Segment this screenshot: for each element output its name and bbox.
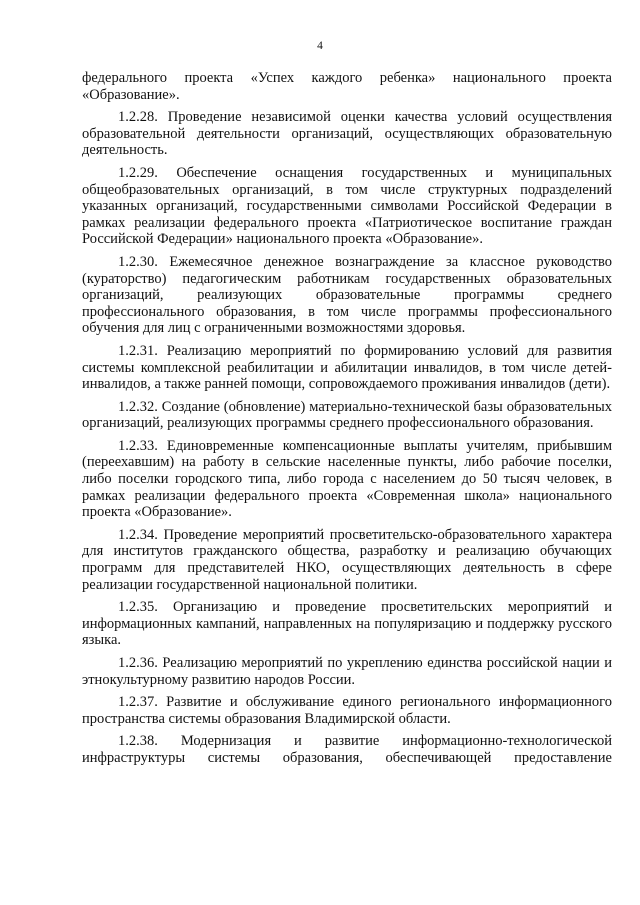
paragraph: 1.2.37. Развитие и обслуживание единого регионального информационного пространства системы образования Владимирской области. — [82, 694, 612, 727]
paragraph: 1.2.33. Единовременные компенсационные выплаты учителям, прибывшим (переехавшим) на работу в сельские населенные пункты, либо рабочие поселки, либо поселки городского типа, либо города с населением до 50 тысяч человек, в рамках реализации федерального проекта «Современная школа» национального проекта «Образование». — [82, 437, 612, 521]
paragraph: 1.2.32. Создание (обновление) материально-технической базы образовательных организаций, реализующих программы среднего профессионального образования. — [82, 398, 612, 432]
page-number: 4 — [317, 40, 323, 52]
paragraph: 1.2.28. Проведение независимой оценки качества условий осуществления образовательной деятельности организаций, осуществляющих образовательную деятельность. — [82, 109, 612, 159]
paragraph: 1.2.30. Ежемесячное денежное вознаграждение за классное руководство (кураторство) педагогическим работникам государственных образовательных организаций, реализующих образовательные программы среднего профессионального образования, в том числе программы профессионального обучения для лиц с ограниченными возможностями здоровья. — [82, 253, 612, 337]
document-body — [82, 70, 612, 773]
paragraph: 1.2.38. Модернизация и развитие информационно-технологической инфраструктуры системы образования, обеспечивающей предоставление — [82, 733, 612, 766]
paragraph: 1.2.34. Проведение мероприятий просветительско-образовательного характера для институтов гражданского общества, разработку и реализацию обучающих программ для представителей НКО, осуществляющих деятельность в сфере реализации государственной национальной политики. — [82, 526, 612, 593]
paragraph: 1.2.31. Реализацию мероприятий по формированию условий для развития системы комплексной реабилитации и абилитации инвалидов, в том числе детей-инвалидов, а также ранней помощи, сопровождаемого проживания инвалидов (дети). — [82, 342, 612, 393]
paragraph: 1.2.36. Реализацию мероприятий по укреплению единства российской нации и этнокультурному развитию народов России. — [82, 655, 612, 688]
paragraph: 1.2.29. Обеспечение оснащения государственных и муниципальных общеобразовательных организаций, в том числе структурных подразделений указанных организаций, государственными символами Российской Федерации в рамках реализации федерального проекта «Патриотическое воспитание граждан Российской Федерации» национального проекта «Образование». — [82, 164, 612, 248]
paragraph: 1.2.35. Организацию и проведение просветительских мероприятий и информационных кампаний, направленных на популяризацию и поддержку русского языка. — [82, 599, 612, 649]
paragraph: федерального проекта «Успех каждого ребенка» национального проекта «Образование». — [82, 70, 612, 103]
